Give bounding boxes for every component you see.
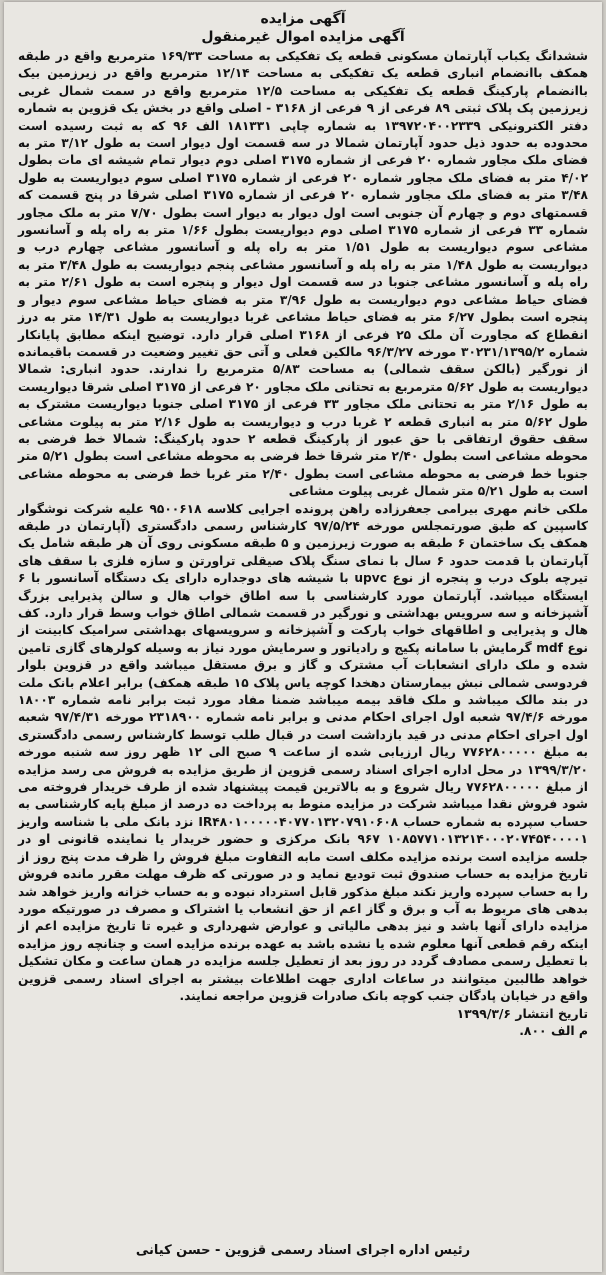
notice-subtitle: آگهی مزایده اموال غیرمنقول: [201, 29, 405, 45]
signature: رئیس اداره اجرای اسناد رسمی قزوین - حسن کیانی: [135, 1243, 471, 1258]
notice-title: آگهی مزایده: [260, 11, 346, 27]
notice-paragraph-terms: ملکی خانم مهری بیرامی جعفرزاده راهن پرونده اجرایی کلاسه ۹۵۰۰۶۱۸ علیه شرکت نوشگوار کاسپین که طبق صورتمجلس مورخه ۹۷/۵/۲۴ کارشناس رسمی دادگستری (آپارتمان در طبقه همکف یک ساختمان ۶ طبقه به صورت زیرزمین و ۵ طبقه مسکونی روی آن هر طبقه شامل یک آپارتمان با قدمت حدود ۶ سال با نمای سنگ پلاک صیقلی تراورتن و سازه فلزی با سقف های تیرچه بلوک درب و پنجره از نوع upvc با شیشه های دوجداره دارای یک دستگاه آسانسور با ۶ ایستگاه میباشد. آپارتمان مورد کارشناسی با سه اطاق خواب هال و سالن پذیرایی بزرگ آشپزخانه و سه سرویس بهداشتی و نورگیر در قسمت شمالی اطاق خواب وسط قرار دارد. کف هال و پذیرایی و اطاقهای خواب پارکت و آشپزخانه و سرویسهای بهداشتی سرامیک کابینت از نوع mdf گرمایش با سامانه پکیج و رادیاتور و سرمایش مورد نیاز به وسیله کولرهای گازی تامین شده و ملک دارای انشعابات آب مشترک و گاز و برق مستقل میباشد واقع در قزوین بلوار فردوسی شمالی نبش بیمارستان دهخدا کوچه یاس پلاک ۱۵ طبقه همکف) برابر اعلام بانک ملت در بند مالک میباشد و ملک فاقد بیمه میباشد ضمنا مفاد مورد ثبت برابر نامه شماره ۱۸۰۰۳ مورخه ۹۷/۴/۶ شعبه اول اجرای احکام مدنی و برابر نامه شماره ۲۳۱۸۹۰۰ مورخه ۹۷/۴/۳۱ شعبه اول اجرای احکام مدنی در قید بازداشت است در قبال طلب توسط کارشناس رسمی دادگستری به مبلغ ۷۷۶۲۸۰۰۰۰۰ ریال ارزیابی شده از ساعت ۹ صبح الی ۱۲ ظهر روز سه شنبه مورخه ۱۳۹۹/۳/۲۰ در محل اداره اجرای اسناد رسمی قزوین از طریق مزایده به فروش می رسد مزایده از مبلغ ۷۷۶۲۸۰۰۰۰۰ ریال شروع و به بالاترین قیمت پیشنهاد شده از طرف خریدار فروخته می شود فروش نقدا میباشد شرکت در مزایده منوط به پرداخت ده درصد از مبلغ پایه کارشناسی به حساب سپرده به شماره حساب IR۴۸۰۱۰۰۰۰۰۴۰۷۷۰۱۳۲۰۷۹۱۰۶۰۸ نزد بانک ملی با شناسه واریز ۱۰۸۵۷۷۱۰۱۳۲۱۴۰۰۰۲۰۷۴۵۴۰۰۰۰۱ ۹۶۷ بانک مرکزی و حضور خریدار یا نماینده قانونی او در جلسه مزایده است برنده مزایده مکلف است مابه التفاوت مبلغ فروش را ظرف مدت پنج روز از تاریخ مزایده به حساب صندوق ثبت تودیع نماید و در صورتی که ظرف مهلت مقرر مانده فروش را به حساب سپرده واریز نکند مبلغ مذکور قابل استرداد نبوده و به حساب خزانه واریز خواهد شد بدهی های مربوط به آب و برق و گاز اعم از حق انشعاب یا اشتراک و مصرف در صورتیکه مورد مزایده دارای آنها باشد و نیز بدهی مالیاتی و عوارض شهرداری و غیره تا تاریخ مزایده اعم از اینکه رقم قطعی آنها معلوم شده یا نشده باشد به عهده برنده مزایده است و چنانچه روز مزایده با تعطیل رسمی مصادف گردد در روز بعد از تعطیل جلسه مزایده در همان ساعت و مکان تشکیل خواهد طالبین میتوانند در ساعات اداری جهت اطلاعات بیشتر به اجرای اسناد رسمی قزوین واقع در خیابان پادگان جنب کوچه بانک صادرات قزوین مراجعه نمایند.: [18, 501, 589, 1003]
notice-code: م الف ۸۰۰.: [519, 1023, 588, 1039]
newspaper-clipping: [4, 2, 602, 1272]
notice: [18, 10, 588, 1264]
notice-paragraph-property: ششدانگ یکباب آپارتمان مسکونی قطعه یک تفکیکی به مساحت ۱۶۹/۳۳ مترمربع واقع در طبقه همکف باانضمام انباری قطعه یک تفکیکی به مساحت ۱۲/۱۴ مترمربع واقع در زیرزمین بیک باانضمام پارکینگ قطعه یک تفکیکی به مساحت ۱۲/۵ مترمربع واقع در سمت شمال غربی زیرزمین پک پلاک ثبتی ۸۹ فرعی از ۹ فرعی از ۳۱۶۸ - اصلی واقع در بخش یک قزوین به شماره دفتر الکترونیکی ۱۳۹۷۲۰۴۰۰۲۳۳۹ به شماره چاپی ۱۸۱۳۳۱ الف ۹۶ که به ثبت رسیده است محدوده به حدود ذیل حدود آپارتمان شمالا در سه قسمت اول دیوار است به طول ۳/۱۲ متر به فضای ملک مجاور شماره ۲۰ فرعی از شماره ۳۱۷۵ اصلی دوم دیوار تمام شیشه ای مات بطول ۴/۰۲ متر به فضای ملک مجاور شماره ۲۰ فرعی از شماره ۳۱۷۵ اصلی سوم دیواریست به طول ۳/۴۸ متر به فضای ملک مجاور شماره ۲۰ فرعی از شماره ۳۱۷۵ اصلی شرقا در پنج قسمت که قسمتهای دوم و چهارم آن جنوبی است اول دیوار به دیوار است بطول ۷/۷۰ متر به ملک مجاور شماره ۳۳ فرعی از شماره ۳۱۷۵ اصلی دوم دیواریست بطول ۱/۶۶ متر به راه پله و آسانسور مشاعی سوم دیواریست به طول ۱/۵۱ متر به راه پله و آسانسور مشاعی چهارم درب و دیواریست به طول ۱/۴۸ متر به راه پله و آسانسور مشاعی پنجم دیواریست به طول ۳/۴۸ متر به راه پله و آسانسور مشاعی جنوبا در سه قسمت اول دیوار و پنجره است به طول ۲/۶۱ متر به فضای حیاط مشاعی دوم دیواریست به طول ۳/۹۶ متر به فضای حیاط مشاعی سوم دیوار و پنجره است بطول ۶/۲۷ متر به فضای حیاط مشاعی غربا دیواریست به طول ۱۴/۳۱ متر به درز انقطاع که مجاورت آن ملک ۲۵ فرعی از ۳۱۶۸ اصلی قرار دارد. توضیح اینکه مطابق پایانکار شماره ۳۰۲۳۱/۱۳۹۵/۲ مورخه ۹۶/۳/۲۷ مالکین فعلی و آتی حق تغییر وضعیت در قسمت باقیمانده از نورگیر (بالکن سقف شمالی) به مساحت ۵/۸۳ مترمربع را ندارند. حدود انباری: شمالا دیواریست به طول ۵/۶۲ مترمربع به تحتانی ملک مجاور ۲۰ فرعی از ۳۱۷۵ اصلی شرقا دیواریست به طول ۲/۱۶ متر به تحتانی ملک مجاور ۳۳ فرعی از ۳۱۷۵ اصلی جنوبا دیواریست مشترک به طول ۵/۶۲ متر به انباری قطعه ۲ غربا درب و دیواریست به طول ۲/۱۶ متر به پیلوت مشاعی سقف حقوق ارتفاقی با حق عبور از پارکینگ قطعه ۲ حدود پارکینگ: شمالا خط فرضی به محوطه مشاعی است بطول ۲/۴۰ متر شرقا خط فرضی به محوطه مشاعی است بطول ۵/۲۱ متر جنوبا خط فرضی به محوطه مشاعی است بطول ۲/۴۰ متر غربا خط فرضی به محوطه مشاعی است به طول ۵/۲۱ متر شمال غربی پیلوت مشاعی: [18, 49, 589, 499]
publish-date: تاریخ انتشار ۱۳۹۹/۳/۶: [456, 1006, 588, 1022]
